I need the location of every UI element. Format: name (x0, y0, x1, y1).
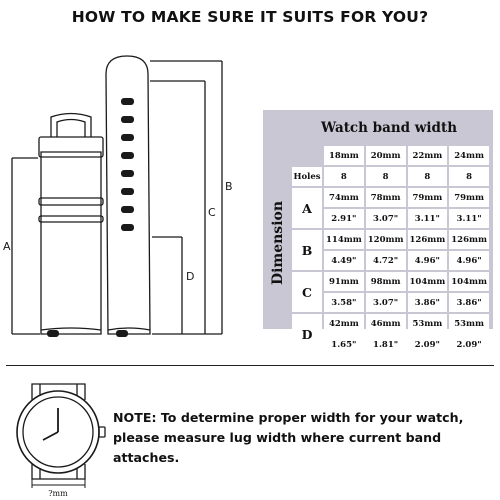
table-cell: 4.96" (408, 251, 448, 270)
table-cell: 114mm (324, 230, 364, 249)
keeper-loop-2 (39, 216, 103, 222)
width-cell: 20mm (366, 146, 406, 165)
buckle (39, 137, 103, 157)
width-cell: 24mm (449, 146, 489, 165)
table-cell: 126mm (408, 230, 448, 249)
corner-cell (292, 146, 322, 165)
note-line-1: NOTE: To determine proper width for your watch, (113, 410, 464, 425)
row-label-d: D (292, 314, 322, 354)
table-cell: 4.96" (449, 251, 489, 270)
page-title: HOW TO MAKE SURE IT SUITS FOR YOU? (71, 8, 429, 26)
holes-label: Holes (292, 167, 322, 186)
holes-cell: 8 (449, 167, 489, 186)
table-cell: 4.49" (324, 251, 364, 270)
table-cell: 42mm (324, 314, 364, 333)
width-cell: 22mm (408, 146, 448, 165)
note-text (113, 408, 493, 468)
table-row-a-mm (292, 188, 489, 207)
table-cell: 1.81" (366, 335, 406, 354)
table-cell: 120mm (366, 230, 406, 249)
table-cell: 46mm (366, 314, 406, 333)
table-row-c-mm (292, 272, 489, 291)
width-cell: 18mm (324, 146, 364, 165)
keeper-loop (39, 198, 103, 205)
row-label-b: B (292, 230, 322, 270)
table-cell: 3.11" (449, 209, 489, 228)
watch-width-label: ?mm (48, 489, 68, 498)
row-label-a: A (292, 188, 322, 228)
table-cell: 74mm (324, 188, 364, 207)
table-cell: 104mm (408, 272, 448, 291)
size-table (263, 110, 493, 350)
table-cell: 98mm (366, 272, 406, 291)
table-cell: 104mm (449, 272, 489, 291)
table-cell: 78mm (366, 188, 406, 207)
table-cell: 79mm (408, 188, 448, 207)
table-cell: 3.86" (449, 293, 489, 312)
table-cell: 2.09" (449, 335, 489, 354)
short-strap (41, 152, 101, 334)
table-cell: 2.91" (324, 209, 364, 228)
watch-illustration (0, 378, 110, 498)
table-cell: 3.07" (366, 209, 406, 228)
label-a: A (3, 240, 11, 253)
holes-cell: 8 (366, 167, 406, 186)
watch-crown (99, 427, 105, 437)
table-heading: Watch band width (320, 120, 458, 136)
table-cell: 3.58" (324, 293, 364, 312)
table-row-d-mm (292, 314, 489, 333)
table-cell: 126mm (449, 230, 489, 249)
dimension-label: Dimension (270, 200, 286, 286)
note-line-2: please measure lug width where current band attaches. (113, 430, 442, 465)
label-b: B (225, 180, 233, 193)
table-cell: 79mm (449, 188, 489, 207)
table-row-widths (292, 146, 489, 165)
table-cell: 3.07" (366, 293, 406, 312)
table-cell: 3.11" (408, 209, 448, 228)
size-grid (290, 144, 491, 356)
holes-cell: 8 (324, 167, 364, 186)
row-label-c: C (292, 272, 322, 312)
strap-illustration (0, 30, 255, 375)
table-cell: 1.65" (324, 335, 364, 354)
table-cell: 53mm (408, 314, 448, 333)
holes-cell: 8 (408, 167, 448, 186)
table-cell: 53mm (449, 314, 489, 333)
table-row-holes (292, 167, 489, 186)
table-row-b-mm (292, 230, 489, 249)
table-cell: 2.09" (408, 335, 448, 354)
table-cell: 4.72" (366, 251, 406, 270)
table-cell: 91mm (324, 272, 364, 291)
table-cell: 3.86" (408, 293, 448, 312)
label-c: C (208, 206, 216, 219)
label-d: D (186, 270, 195, 283)
